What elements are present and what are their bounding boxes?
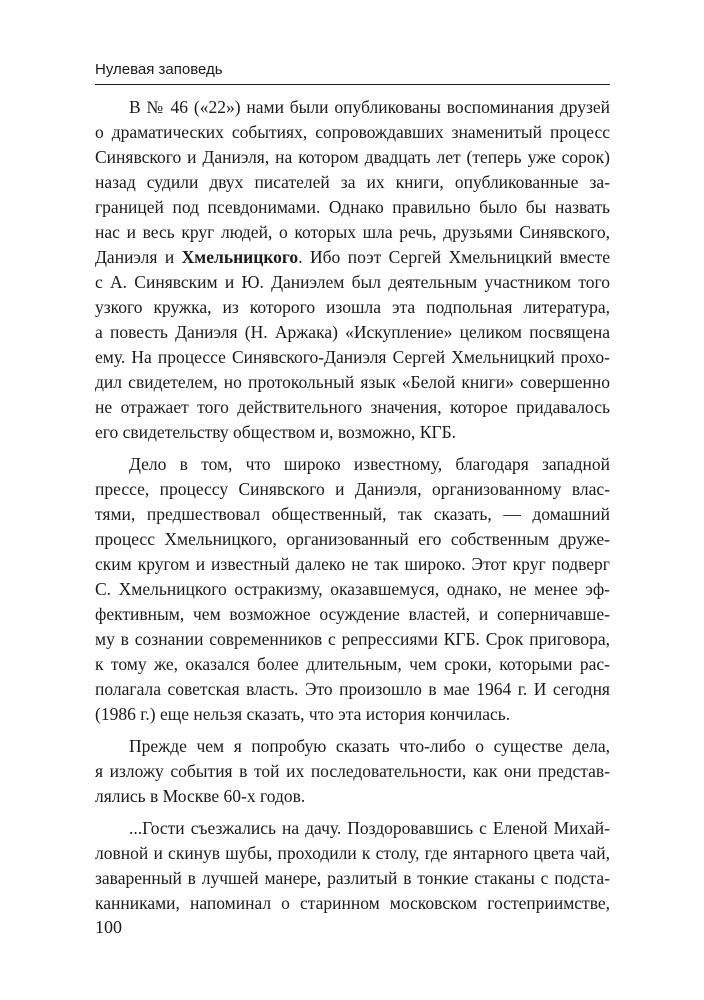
text-line: С. Хмельницкого остракизму, оказавшемуся, однако, не менее эф- bbox=[95, 579, 610, 599]
text-line: а повесть Даниэля (Н. Аржака) «Искупление» целиком посвящена bbox=[95, 322, 610, 342]
text-line: му в сознании современников с репрессиями КГБ. Срок приговора, bbox=[95, 629, 610, 649]
text-line: лялись в Москве 60-х годов. bbox=[95, 786, 306, 806]
text-line: полагала советская власть. Это произошло в мае 1964 г. И сегодня bbox=[95, 679, 610, 699]
bold-name: Хмельницкого bbox=[181, 247, 299, 267]
paragraph bbox=[95, 452, 610, 727]
text-line: процесс Хмельницкого, организованный его собственным друже- bbox=[95, 529, 610, 549]
text-line: границей под псевдонимами. Однако правильно было бы назвать bbox=[95, 197, 610, 217]
text-line: дил свидетелем, но протокольный язык «Белой книги» совершенно bbox=[95, 372, 610, 392]
text-line: Дело в том, что широко известному, благодаря западной bbox=[129, 454, 610, 474]
text-line: ским кругом и известный далеко не так широко. Этот круг подверг bbox=[95, 554, 610, 574]
text-line: ловной и скинув шубы, проходили к столу, где янтарного цвета чай, bbox=[95, 843, 610, 863]
text-line: с А. Синявским и Ю. Даниэлем был деятельным участником того bbox=[95, 272, 610, 292]
text-line: не отражает того действительного значения, которое придавалось bbox=[95, 397, 610, 417]
text-line: я изложу события в той их последовательности, как они представ- bbox=[95, 761, 610, 781]
text-run: Даниэля и bbox=[95, 247, 182, 267]
text-line: прессе, процессу Синявского и Даниэля, организованному влас- bbox=[95, 479, 610, 499]
text-line: Прежде чем я попробую сказать что-либо о существе дела, bbox=[129, 736, 610, 756]
page-number: 100 bbox=[95, 917, 122, 937]
text-line: назад судили двух писателей за их книги, опубликованные за- bbox=[95, 172, 610, 192]
text-line bbox=[95, 245, 610, 270]
text-line: узкого кружка, из которого изошла эта подпольная литература, bbox=[95, 297, 610, 317]
text-line: тями, предшествовал общественный, так сказать, — домашний bbox=[95, 504, 610, 524]
text-run: . Ибо поэт Сергей Хмельницкий вместе bbox=[298, 247, 610, 267]
text-line: ...Гости съезжались на дачу. Поздоровавшись с Еленой Михай- bbox=[129, 818, 610, 838]
text-line: к тому же, оказался более длительным, чем сроки, которыми рас- bbox=[95, 654, 610, 674]
text-line: В № 46 («22») нами были опубликованы воспоминания друзей bbox=[129, 97, 610, 117]
text-line: нас и весь круг людей, о которых шла речь, друзьями Синявского, bbox=[95, 222, 610, 242]
text-line: его свидетельству обществом и, возможно, КГБ. bbox=[95, 422, 457, 442]
text-line: канниками, напоминал о старинном московском гостеприимстве, bbox=[95, 893, 610, 913]
text-line: о драматических событиях, сопровождавших знаменитый процесс bbox=[95, 122, 610, 142]
running-head: Нулевая заповедь bbox=[95, 61, 223, 78]
paragraph bbox=[95, 95, 610, 445]
body-text bbox=[95, 95, 610, 923]
text-line: Синявского и Даниэля, на котором двадцать лет (теперь уже сорок) bbox=[95, 147, 610, 167]
text-line: фективным, чем возможное осуждение властей, и соперничавше- bbox=[95, 604, 610, 624]
paragraph bbox=[95, 734, 610, 809]
paragraph bbox=[95, 816, 610, 916]
text-line: (1986 г.) еще нельзя сказать, что эта история кончилась. bbox=[95, 704, 511, 724]
text-line: ему. На процессе Синявского-Даниэля Сергей Хмельницкий прохо- bbox=[95, 347, 610, 367]
text-line: заваренный в лучшей манере, разлитый в тонкие стаканы с подста- bbox=[95, 868, 610, 888]
header-rule bbox=[95, 84, 610, 85]
